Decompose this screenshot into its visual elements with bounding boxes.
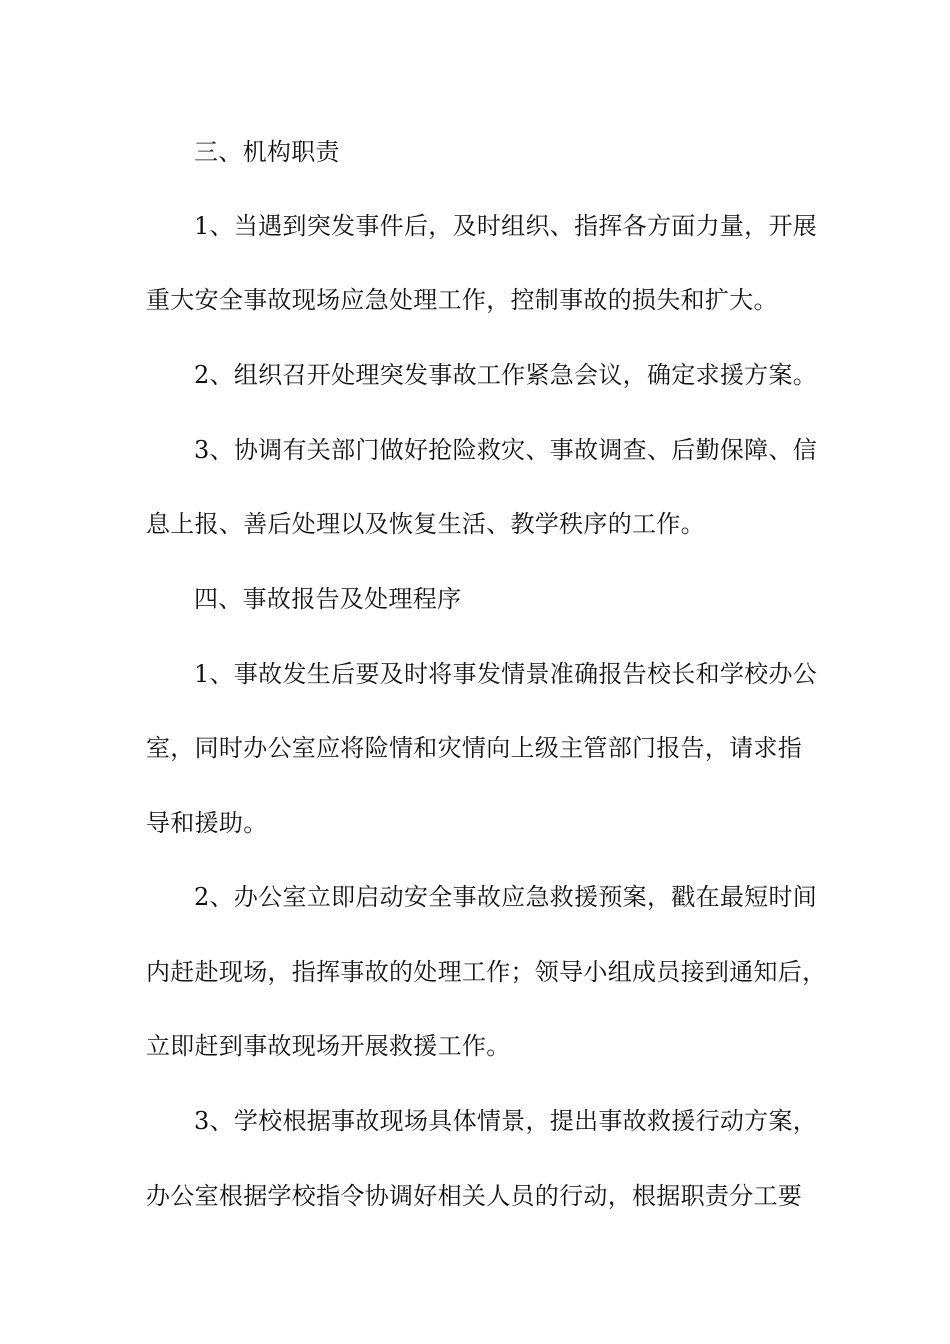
section-heading-3: 三、机构职责 [194,138,340,166]
paragraph-line: 息上报、善后处理以及恢复生活、教学秩序的工作。 [146,510,705,538]
paragraph-line: 内赶赴现场，指挥事故的处理工作；领导小组成员接到通知后， [146,958,827,986]
paragraph-line: 3、学校根据事故现场具体情景，提出事故救援行动方案， [194,1107,818,1135]
paragraph-line: 3、协调有关部门做好抢险救灾、事故调查、后勤保障、信 [194,436,818,464]
paragraph-line: 办公室根据学校指令协调好相关人员的行动，根据职责分工要 [146,1182,803,1210]
paragraph-line: 室，同时办公室应将险情和灾情向上级主管部门报告，请求指 [146,734,803,762]
paragraph-line: 2、组织召开处理突发事故工作紧急会议，确定求援方案。 [194,361,818,389]
paragraph-line: 立即赶到事故现场开展救援工作。 [146,1032,511,1060]
paragraph-line: 导和援助。 [146,809,268,837]
paragraph-line: 2、办公室立即启动安全事故应急救援预案，戳在最短时间 [194,883,818,911]
paragraph-line: 重大安全事故现场应急处理工作，控制事故的损失和扩大。 [146,286,778,314]
section-heading-4: 四、事故报告及处理程序 [194,585,462,613]
paragraph-line: 1、事故发生后要及时将事发情景准确报告校长和学校办公 [194,660,818,688]
paragraph-line: 1、当遇到突发事件后，及时组织、指挥各方面力量，开展 [194,212,818,240]
